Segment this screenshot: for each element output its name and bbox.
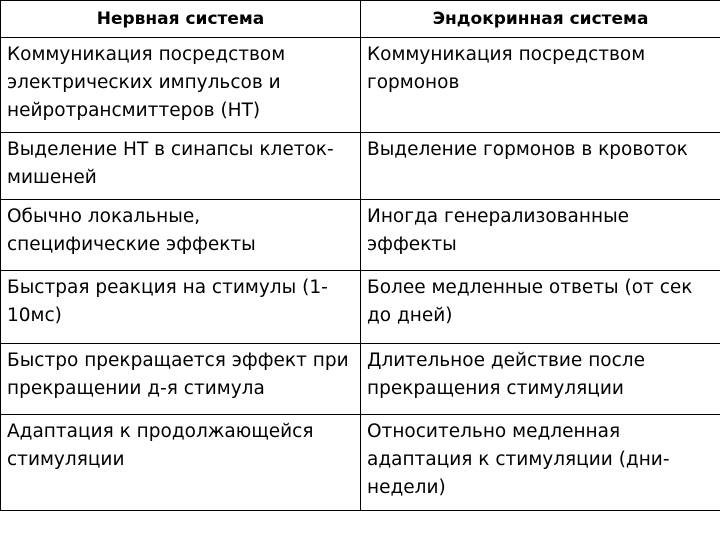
table-cell: Длительное действие после прекращения стимуляции: [361, 344, 720, 415]
table-row: [1, 133, 720, 200]
table-row: [1, 38, 720, 133]
table-cell: Быстро прекращается эффект при прекращении д-я стимула: [1, 344, 361, 415]
header-nervous-system: Нервная система: [1, 1, 361, 38]
table-cell: Более медленные ответы (от сек до дней): [361, 271, 720, 344]
table-cell: Относительно медленная адаптация к стимуляции (дни-недели): [361, 415, 720, 511]
table-cell: Быстрая реакция на стимулы (1-10мс): [1, 271, 361, 344]
table-cell: Выделение НТ в синапсы клеток-мишеней: [1, 133, 361, 200]
table-cell: Адаптация к продолжающейся стимуляции: [1, 415, 361, 511]
header-endocrine-system: Эндокринная система: [361, 1, 720, 38]
table-cell: Коммуникация посредством гормонов: [361, 38, 720, 133]
table-row: [1, 200, 720, 271]
table-cell: Иногда генерализованные эффекты: [361, 200, 720, 271]
table-cell: Выделение гормонов в кровоток: [361, 133, 720, 200]
table-cell: Коммуникация посредством электрических импульсов и нейротрансмиттеров (НТ): [1, 38, 361, 133]
table-row: [1, 415, 720, 511]
table-cell: Обычно локальные, специфические эффекты: [1, 200, 361, 271]
header-row: [1, 1, 720, 38]
table-row: [1, 344, 720, 415]
table-row: [1, 271, 720, 344]
